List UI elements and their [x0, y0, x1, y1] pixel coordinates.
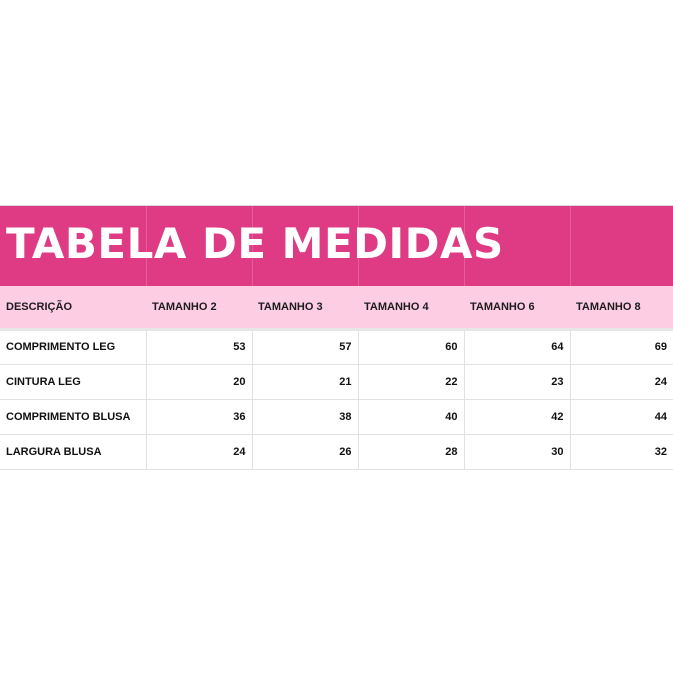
- table-cell: 40: [358, 399, 464, 434]
- row-label: CINTURA LEG: [0, 364, 146, 399]
- header-tamanho-2: TAMANHO 2: [146, 286, 252, 329]
- header-tamanho-4: TAMANHO 4: [358, 286, 464, 329]
- table-cell: 22: [358, 364, 464, 399]
- table-cell: 60: [358, 329, 464, 364]
- table-cell: 64: [464, 329, 570, 364]
- header-tamanho-8: TAMANHO 8: [570, 286, 673, 329]
- measurement-sheet: [0, 205, 673, 470]
- row-label: COMPRIMENTO BLUSA: [0, 399, 146, 434]
- table-cell: 20: [146, 364, 252, 399]
- table-cell: 32: [570, 434, 673, 469]
- table-cell: 53: [146, 329, 252, 364]
- table-row: [0, 434, 673, 469]
- page-title: TABELA DE MEDIDAS: [6, 219, 504, 268]
- table-cell: 26: [252, 434, 358, 469]
- table-cell: 24: [146, 434, 252, 469]
- table-cell: 36: [146, 399, 252, 434]
- table-row: [0, 329, 673, 364]
- row-label: COMPRIMENTO LEG: [0, 329, 146, 364]
- header-descricao: DESCRIÇÃO: [0, 286, 146, 329]
- table-cell: 44: [570, 399, 673, 434]
- table-cell: 38: [252, 399, 358, 434]
- header-tamanho-3: TAMANHO 3: [252, 286, 358, 329]
- table-cell: 24: [570, 364, 673, 399]
- table-cell: 23: [464, 364, 570, 399]
- size-table: [0, 286, 673, 470]
- table-cell: 30: [464, 434, 570, 469]
- header-tamanho-6: TAMANHO 6: [464, 286, 570, 329]
- row-label: LARGURA BLUSA: [0, 434, 146, 469]
- table-row: [0, 364, 673, 399]
- table-cell: 21: [252, 364, 358, 399]
- table-header-row: [0, 286, 673, 329]
- table-cell: 57: [252, 329, 358, 364]
- title-banner: [0, 205, 673, 286]
- table-cell: 69: [570, 329, 673, 364]
- table-cell: 28: [358, 434, 464, 469]
- grid-line: [570, 206, 571, 286]
- table-row: [0, 399, 673, 434]
- table-cell: 42: [464, 399, 570, 434]
